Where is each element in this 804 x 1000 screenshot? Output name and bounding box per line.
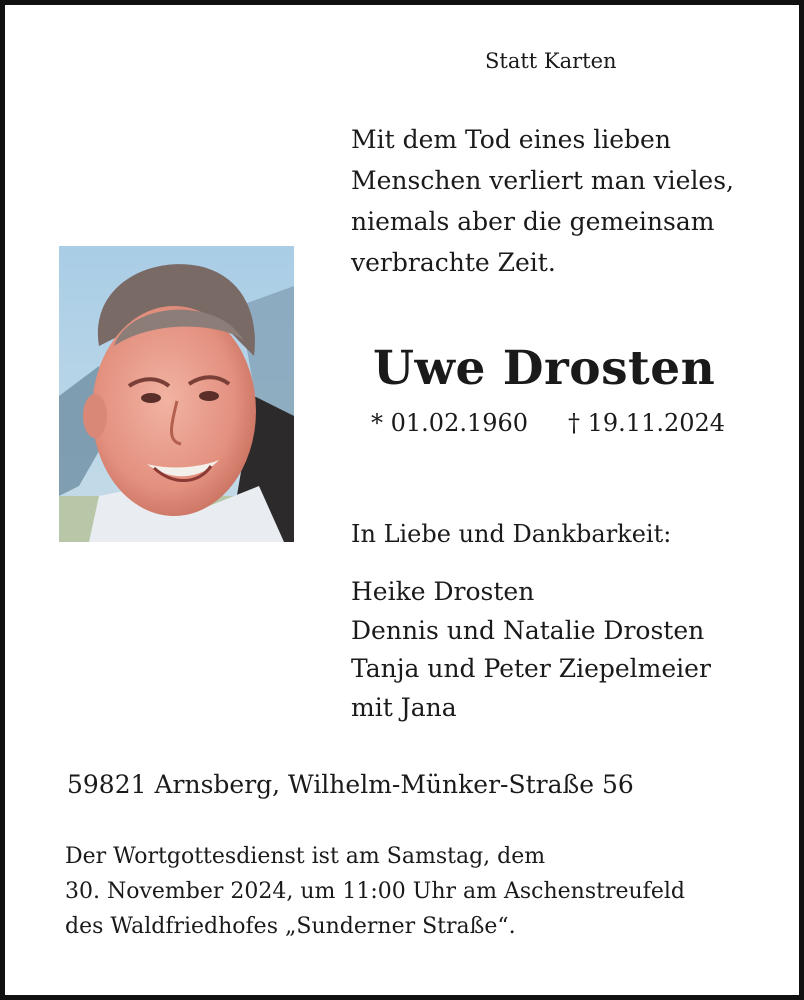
mourners-intro: In Liebe und Dankbarkeit: bbox=[351, 520, 672, 548]
deceased-name: Uwe Drosten bbox=[373, 341, 716, 396]
memorial-poem bbox=[351, 119, 771, 283]
poem-line: niemals aber die gemeinsam bbox=[351, 207, 715, 236]
mourner-name: Heike Drosten bbox=[351, 577, 535, 606]
poem-line: Mit dem Tod eines lieben bbox=[351, 125, 671, 154]
service-line: Der Wortgottesdienst ist am Samstag, dem bbox=[65, 844, 546, 869]
portrait-photo bbox=[59, 246, 294, 542]
poem-line: Menschen verliert man vieles, bbox=[351, 166, 735, 195]
address-line: 59821 Arnsberg, Wilhelm-Münker-Straße 56 bbox=[67, 770, 634, 799]
birth-date: * 01.02.1960 bbox=[371, 409, 529, 437]
mourners-list bbox=[351, 573, 711, 727]
mourner-name: Tanja und Peter Ziepelmeier bbox=[351, 654, 711, 683]
service-line: des Waldfriedhofes „Sunderner Straße“. bbox=[65, 914, 516, 939]
death-date: † 19.11.2024 bbox=[568, 409, 726, 437]
mourner-name: mit Jana bbox=[351, 692, 457, 722]
service-line: 30. November 2024, um 11:00 Uhr am Aschenstreufeld bbox=[65, 879, 685, 904]
service-info bbox=[65, 839, 685, 944]
mourner-name: Dennis und Natalie Drosten bbox=[351, 615, 705, 645]
statt-karten-label: Statt Karten bbox=[485, 49, 617, 73]
poem-line: verbrachte Zeit. bbox=[351, 248, 556, 277]
